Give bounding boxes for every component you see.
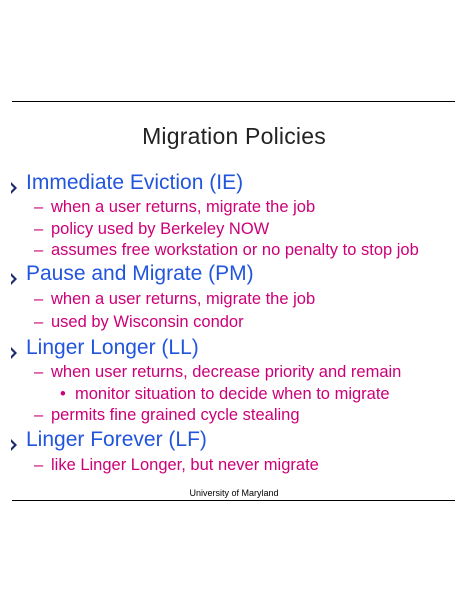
item-text: when a user returns, migrate the job (51, 198, 316, 216)
item-text: monitor situation to decide when to migrate (75, 385, 390, 403)
section-heading-pm: Pause and Migrate (PM) (26, 262, 254, 285)
dash-icon: – (34, 220, 44, 238)
section-subitem (60, 385, 390, 404)
item-text: policy used by Berkeley NOW (51, 220, 270, 238)
dash-icon: – (34, 456, 44, 474)
top-divider (12, 101, 455, 102)
footer-text: University of Maryland (189, 488, 279, 498)
item-text: like Linger Longer, but never migrate (51, 456, 319, 474)
dash-icon: – (34, 241, 44, 259)
slide-title: Migration Policies (142, 123, 326, 149)
bottom-divider (12, 500, 455, 501)
bullet-dot-icon: • (60, 385, 66, 403)
dash-icon: – (34, 313, 44, 331)
item-text: when a user returns, migrate the job (51, 290, 316, 308)
section-item (34, 363, 401, 382)
section-item (34, 313, 244, 332)
section-item (34, 198, 315, 217)
item-text: when user returns, decrease priority and remain (51, 363, 402, 381)
item-text: used by Wisconsin condor (51, 313, 244, 331)
section-item (34, 241, 419, 260)
dash-icon: – (34, 290, 44, 308)
section-heading-ll: Linger Longer (LL) (26, 336, 199, 359)
section-item (34, 406, 300, 425)
section-item (34, 220, 269, 239)
section-item (34, 456, 319, 475)
section-item (34, 290, 315, 309)
section-heading-ie: Immediate Eviction (IE) (26, 171, 244, 194)
item-text: assumes free workstation or no penalty to stop job (51, 241, 419, 259)
dash-icon: – (34, 363, 44, 381)
section-heading-lf: Linger Forever (LF) (26, 428, 207, 451)
item-text: permits fine grained cycle stealing (51, 406, 300, 424)
dash-icon: – (34, 198, 44, 216)
dash-icon: – (34, 406, 44, 424)
